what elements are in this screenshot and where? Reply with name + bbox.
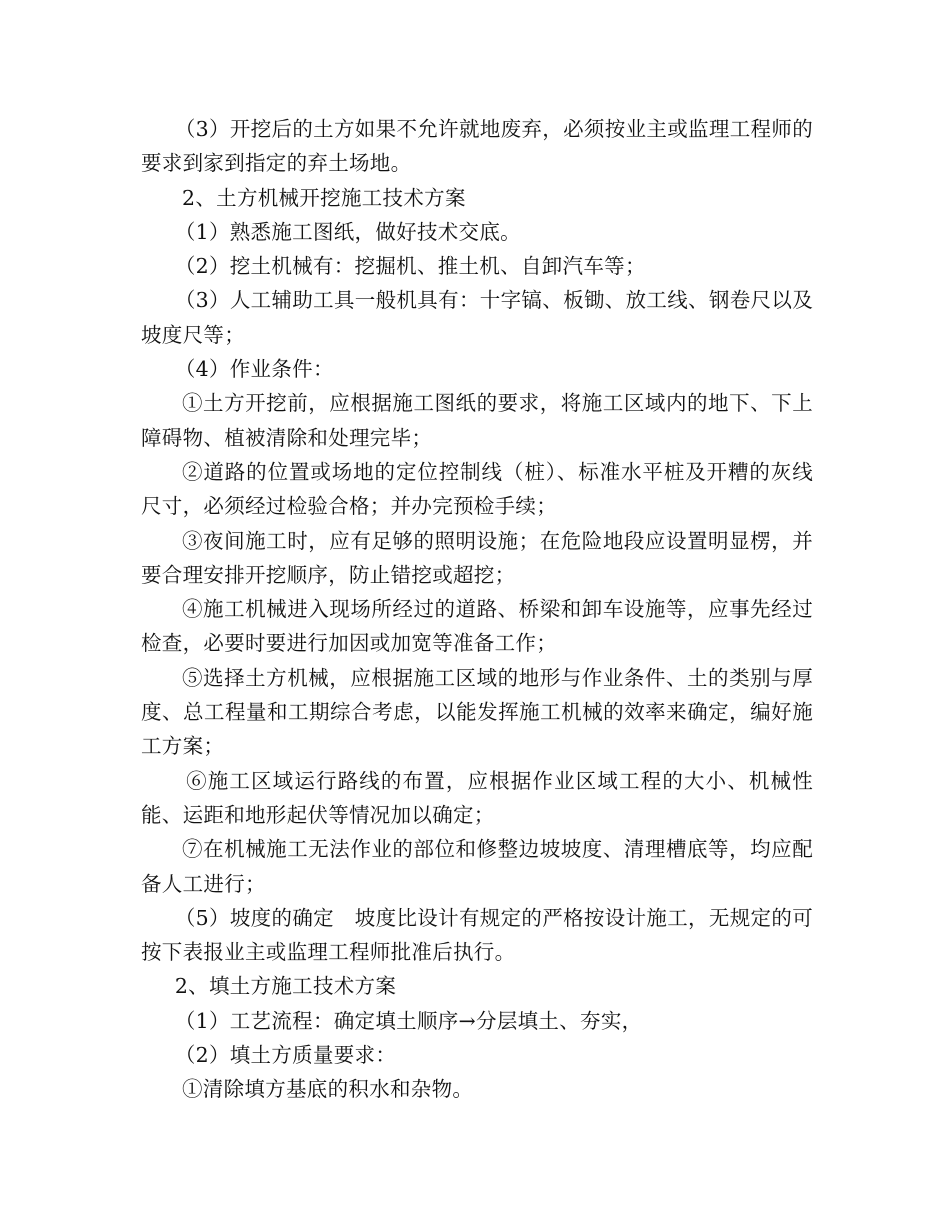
list-item-condition-7: ⑦在机械施工无法作业的部位和修整边坡坡度、清理槽底等，均应配备人工进行； [141, 837, 813, 896]
list-item-condition-4: ④施工机械进入现场所经过的道路、桥梁和卸车设施等，应事先经过检查，必要时要进行加因或加宽等准备工作； [141, 597, 813, 656]
paragraph-quality-requirements: （2）填土方质量要求： [174, 1043, 397, 1068]
list-item-condition-5: ⑤选择土方机械，应根据施工区域的地形与作业条件、土的类别与厚度、总工程量和工期综合考虑，以能发挥施工机械的效率来确定，编好施工方案； [141, 665, 813, 759]
list-item-condition-3: ③夜间施工时，应有足够的照明设施；在危险地段应设置明显楞，并要合理安排开挖顺序，防止错挖或超挖； [141, 528, 813, 587]
paragraph-manual-tools: （3）人工辅助工具一般机具有：十字镐、板锄、放工线、钢卷尺以及坡度尺等； [141, 288, 813, 347]
paragraph-work-conditions: （4）作业条件： [174, 357, 334, 382]
paragraph-drawings: （1）熟悉施工图纸，做好技术交底。 [174, 219, 521, 244]
list-item-condition-2: ②道路的位置或场地的定位控制线（桩）、标准水平桩及开糟的灰线尺寸，必须经过检验合格；并办完预检手续； [141, 459, 813, 519]
list-item-condition-6: ⑥施工区域运行路线的布置，应根据作业区域工程的大小、机械性能、运距和地形起伏等情况加以确定； [141, 768, 813, 827]
heading-fill-earthwork: 2、填土方施工技术方案 [174, 974, 397, 999]
paragraph-spoil-disposal: （3）开挖后的土方如果不允许就地废弃，必须按业主或监理工程师的要求到家到指定的弃土场地。 [141, 117, 813, 176]
paragraph-process-flow: （1）工艺流程：确定填土顺序→分层填土、夯实， [174, 1008, 643, 1033]
list-item-quality-1: ①清除填方基底的积水和杂物。 [182, 1077, 474, 1102]
paragraph-machinery: （2）挖土机械有：挖掘机、推土机、自卸汽车等； [174, 254, 646, 279]
document-body [141, 112, 813, 1107]
paragraph-slope: （5）坡度的确定 坡度比设计有规定的严格按设计施工，无规定的可按下表报业主或监理工程师批准后执行。 [141, 905, 813, 965]
heading-mechanical-excavation: 2、土方机械开挖施工技术方案 [182, 185, 466, 210]
list-item-condition-1: ①土方开挖前，应根据施工图纸的要求，将施工区域内的地下、下上障碍物、植被清除和处理完毕； [141, 391, 813, 450]
